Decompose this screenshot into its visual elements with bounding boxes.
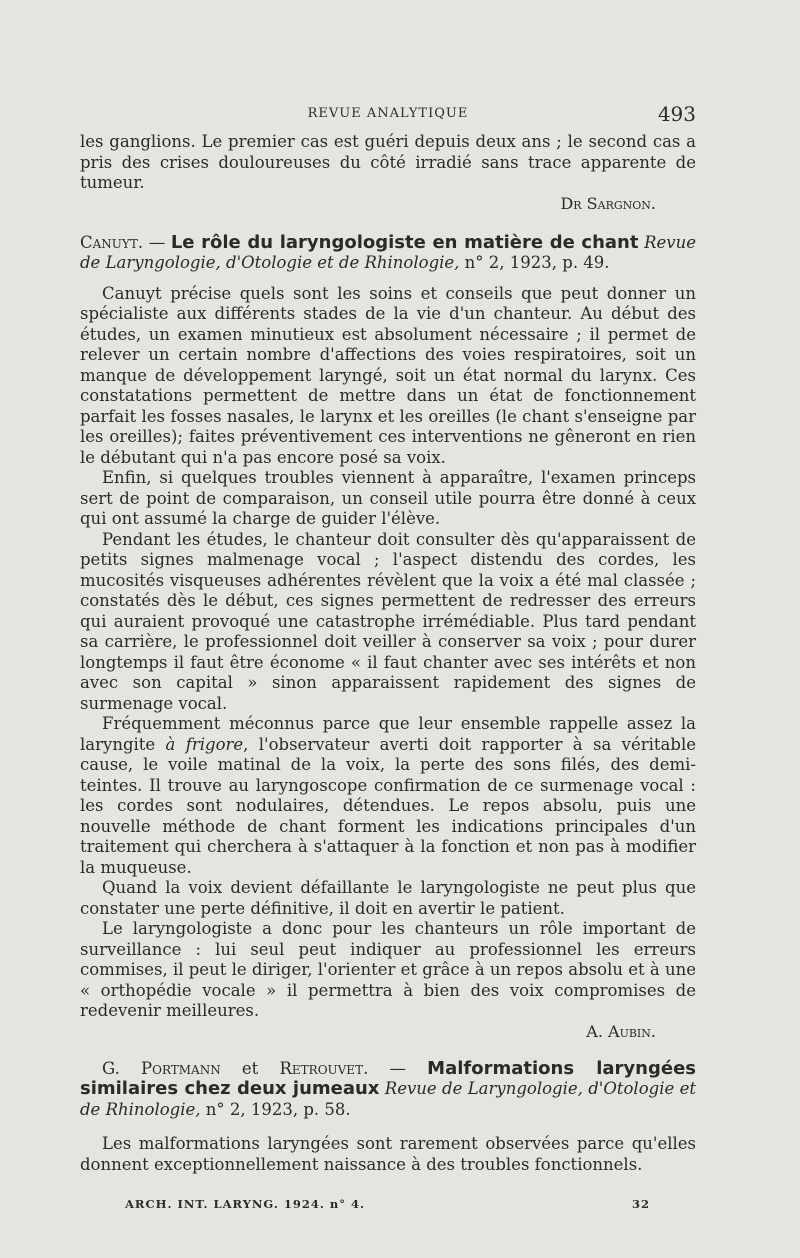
body-paragraph: Pendant les études, le chanteur doit consulter dès qu'apparaissent de petits signes malmenage vocal ; l'aspect distendu des cordes, les mucosités visqueuses adhérentes révèlent que la voix a été mal classée ; constatés dès le début, ces signes permettent de redresser des erreurs qui auraient provoqué une catastrophe irrémédiable. Plus tard pendant sa carrière, le professionnel doit veiller à conserver sa voix ; pour durer longtemps il faut être économe « il faut chanter avec ses intérêts et non avec son capital » sinon apparaissent rapidement des signes de surmenage vocal. (80, 529, 696, 713)
article-heading-2 (80, 1059, 696, 1121)
running-title: REVUE ANALYTIQUE (307, 106, 469, 121)
heading-separator: . — (363, 1058, 428, 1078)
footer-citation: ARCH. INT. LARYNG. 1924. n° 4. (125, 1197, 365, 1211)
page-footer (125, 1197, 650, 1211)
body-paragraph: Le laryngologiste a donc pour les chanteurs un rôle important de surveillance : lui seul peut indiquer au professionnel les erreurs commises, il peut le diriger, l'orienter et grâce à un repos absolu et à une « orthopédie vocale » il permettra à bien des voix compromises de redevenir meilleures. (80, 919, 696, 1020)
signature-row (80, 1022, 696, 1041)
article-title: Le rôle du laryngologiste en matière de chant (170, 231, 639, 253)
body-paragraph (80, 714, 696, 878)
article-journal: Revue de Laryngologie, d'Otologie et de Rhinologie, (80, 232, 696, 272)
signature-aubin: A. Aubin. (586, 1021, 656, 1041)
body-paragraph: Les malformations laryngées sont rarement observées parce qu'elles donnent exceptionnellement naissance à des troubles fonctionnels. (80, 1134, 696, 1174)
article-heading-1 (80, 233, 696, 274)
intro-paragraph: les ganglions. Le premier cas est guéri depuis deux ans ; le second cas a pris des crises douloureuses du côté irradié sans trace apparente de tumeur. (80, 132, 696, 192)
signature-sargnon: Dr Sargnon. (560, 193, 656, 213)
body-paragraph: Canuyt précise quels sont les soins et conseils que peut donner un spécialiste aux différents stades de la vie d'un chanteur. Au début des études, un examen minutieux est absolument nécessaire ; il permet de relever un certain nombre d'affections des voies respiratoires, soit un manque de développement laryngé, soit un état normal du larynx. Ces constatations permettent de mettre dans un état de fonctionnement parfait les fosses nasales, le larynx et les oreilles (le chant s'enseigne par les oreilles); faites préventivement ces interventions ne gêneront en rien le débutant qui n'a pas encore posé sa voix. (80, 283, 696, 467)
page-number: 493 (657, 102, 696, 126)
page-header (80, 102, 696, 132)
body-paragraph: Quand la voix devient défaillante le laryngologiste ne peut plus que constater une perte définitive, il doit en avertir le patient. (80, 878, 696, 918)
article-journal: Revue de Laryngologie, d'Otologie et de Rhinologie, (80, 1079, 696, 1119)
article-title: Malformations laryngées similaires chez deux jumeaux (80, 1057, 696, 1099)
footer-signature-number: 32 (631, 1197, 650, 1211)
body-paragraph: Enfin, si quelques troubles viennent à apparaître, l'examen princeps sert de point de comparaison, un conseil utile pourra être donné à ceux qui ont assumé la charge de guider l'élève. (80, 468, 696, 528)
article-reference: n° 2, 1923, p. 58. (200, 1099, 351, 1119)
text-run: Fréquemment méconnus parce que leur ensemble rappelle assez la laryngite (80, 714, 696, 754)
heading-conjunction: et (220, 1058, 280, 1078)
article-author: Retrouvet (279, 1058, 364, 1078)
article-author: G. Portmann (102, 1058, 221, 1078)
heading-separator: . — (137, 232, 171, 252)
article-reference: n° 2, 1923, p. 49. (459, 253, 610, 272)
article-author: Canuyt (80, 232, 138, 252)
text-run: , l'observateur averti doit rapporter à sa véritable cause, le voile matinal de la voix, la perte des sons filés, des demi-teintes. Il trouve au laryngoscope confirmation de ce surmenage vocal : les cordes sont nodulaires, détendues. Le repos absolu, puis une nouvelle méthode de chant forment les indications principales d'un traitement qui cherchera à s'attaquer à la fonction et non pas à modifier la muqueuse. (80, 734, 696, 877)
italic-run: à frigore (165, 734, 244, 754)
signature-row (80, 194, 696, 213)
page-content (80, 102, 696, 1175)
